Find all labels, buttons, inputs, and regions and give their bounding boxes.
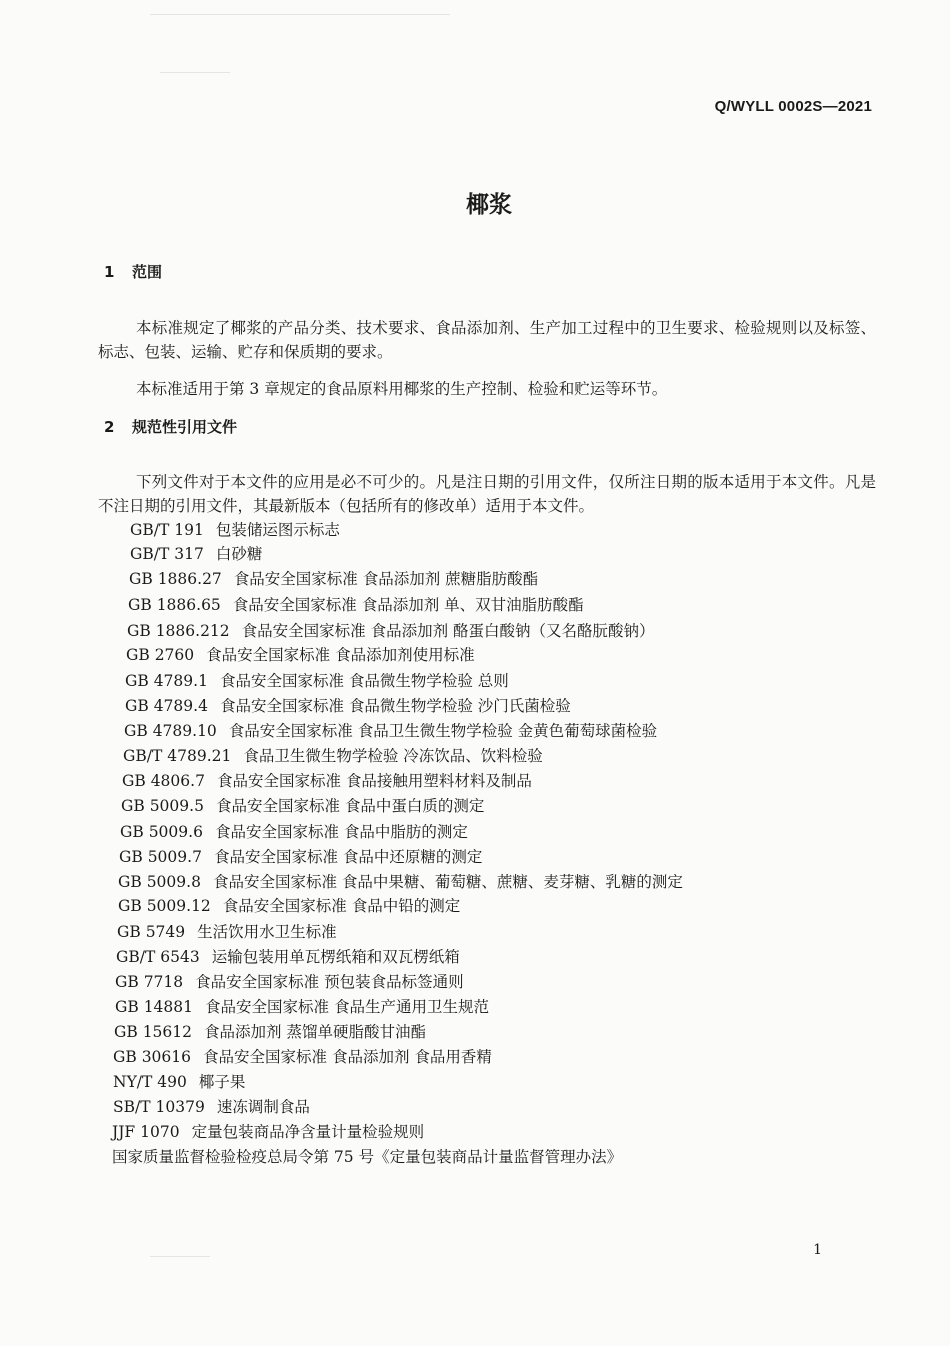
reference-code: JJF 1070 <box>112 1123 180 1141</box>
reference-item <box>125 671 509 691</box>
reference-code: GB 5009.8 <box>118 873 201 891</box>
references-intro-paragraph: 下列文件对于本文件的应用是必不可少的。凡是注日期的引用文件，仅所注日期的版本适用于本文件。凡是不注日期的引用文件，其最新版本（包括所有的修改单）适用于本文件。 <box>98 473 876 515</box>
document-title: 椰浆 <box>466 192 512 218</box>
scan-artifact <box>160 72 230 73</box>
reference-code: GB 15612 <box>114 1023 193 1041</box>
section-title: 规范性引用文件 <box>132 418 238 436</box>
reference-code: NY/T 490 <box>113 1073 187 1091</box>
reference-title: 包装储运图示标志 <box>215 521 340 539</box>
reference-code: GB/T 4789.21 <box>123 747 232 765</box>
reference-code: GB 5749 <box>117 923 186 941</box>
scope-paragraph-2: 本标准适用于第 3 章规定的食品原料用椰浆的生产控制、检验和贮运等环节。 <box>136 380 668 398</box>
reference-code: GB 5009.12 <box>118 897 211 915</box>
reference-title: 食品安全国家标准 食品中果糖、葡萄糖、蔗糖、麦芽糖、乳糖的测定 <box>212 873 683 891</box>
reference-title: 食品安全国家标准 食品添加剂 酪蛋白酸钠（又名酪朊酸钠） <box>241 622 655 640</box>
reference-item <box>120 822 468 842</box>
reference-item <box>119 847 482 867</box>
reference-code: GB/T 317 <box>130 545 204 563</box>
reference-title: 食品添加剂 蒸馏单硬脂酸甘油酯 <box>204 1023 426 1041</box>
reference-title: 食品安全国家标准 食品中脂肪的测定 <box>214 823 468 841</box>
reference-title: 食品安全国家标准 食品微生物学检验 总则 <box>219 672 509 690</box>
reference-item <box>121 796 484 816</box>
reference-code: GB 1886.212 <box>127 622 230 640</box>
reference-item <box>115 997 489 1017</box>
reference-item <box>113 1072 245 1092</box>
reference-title: 食品安全国家标准 食品中铅的测定 <box>222 897 461 915</box>
section-1-heading <box>104 261 162 282</box>
reference-item <box>112 1122 424 1142</box>
reference-title: 食品安全国家标准 食品中蛋白质的测定 <box>215 797 485 815</box>
section-number: 1 <box>104 263 115 281</box>
reference-title: 速冻调制食品 <box>216 1098 310 1116</box>
reference-code: GB 4789.1 <box>125 672 208 690</box>
reference-title: 定量包装商品净含量计量检验规则 <box>191 1123 425 1141</box>
reference-title: 运输包装用单瓦楞纸箱和双瓦楞纸箱 <box>211 948 460 966</box>
reference-item <box>113 1097 310 1117</box>
reference-code: GB 14881 <box>115 998 194 1016</box>
reference-code: GB 7718 <box>115 973 184 991</box>
reference-title: 食品安全国家标准 食品接触用塑料材料及制品 <box>216 772 532 790</box>
reference-item <box>113 1047 492 1067</box>
reference-title: 食品安全国家标准 食品生产通用卫生规范 <box>205 998 489 1016</box>
reference-item <box>116 947 460 967</box>
reference-code: GB 5009.7 <box>119 848 202 866</box>
reference-code: GB 30616 <box>113 1048 192 1066</box>
reference-code: GB 1886.65 <box>128 596 221 614</box>
reference-code: GB 4789.10 <box>124 722 217 740</box>
reference-item <box>126 645 475 665</box>
reference-code: GB/T 191 <box>130 521 204 539</box>
section-title: 范围 <box>132 263 163 281</box>
scan-artifact <box>150 1256 210 1257</box>
reference-code: GB/T 6543 <box>116 948 200 966</box>
reference-item <box>122 771 532 791</box>
reference-item <box>124 721 657 741</box>
reference-item <box>125 696 571 716</box>
reference-title: 食品卫生微生物学检验 冷冻饮品、饮料检验 <box>243 747 543 765</box>
reference-item <box>117 922 337 942</box>
scope-paragraph-1: 本标准规定了椰浆的产品分类、技术要求、食品添加剂、生产加工过程中的卫生要求、检验规则以及标签、标志、包装、运输、贮存和保质期的要求。 <box>98 319 876 361</box>
reference-title: 白砂糖 <box>215 545 263 563</box>
reference-item <box>128 595 584 615</box>
reference-item <box>115 972 464 992</box>
reference-title: 食品安全国家标准 预包装食品标签通则 <box>195 973 464 991</box>
section-2-heading <box>104 416 237 437</box>
reference-title: 食品安全国家标准 食品卫生微生物学检验 金黄色葡萄球菌检验 <box>228 722 658 740</box>
reference-code: 国家质量监督检验检疫总局令第 75 号 <box>112 1148 375 1166</box>
reference-title: 食品安全国家标准 食品微生物学检验 沙门氏菌检验 <box>219 697 571 715</box>
reference-item <box>127 621 655 641</box>
reference-title: 食品安全国家标准 食品中还原糖的测定 <box>213 848 483 866</box>
scan-artifact <box>150 14 450 15</box>
page-number: 1 <box>813 1242 822 1258</box>
reference-item <box>130 520 340 540</box>
reference-title: 椰子果 <box>198 1073 246 1091</box>
reference-title: 《定量包装商品计量监督管理办法》 <box>374 1148 623 1166</box>
reference-code: SB/T 10379 <box>113 1098 205 1116</box>
reference-code: GB 2760 <box>126 646 195 664</box>
reference-item <box>129 569 538 589</box>
reference-title: 食品安全国家标准 食品添加剂 蔗糖脂肪酸酯 <box>233 570 539 588</box>
reference-code: GB 5009.5 <box>121 797 204 815</box>
reference-item <box>118 896 460 916</box>
reference-item <box>118 872 683 892</box>
reference-item <box>114 1022 426 1042</box>
section-number: 2 <box>104 418 115 436</box>
reference-title: 食品安全国家标准 食品添加剂 食品用香精 <box>203 1048 492 1066</box>
standard-code: Q/WYLL 0002S—2021 <box>714 98 872 115</box>
reference-code: GB 4806.7 <box>122 772 205 790</box>
reference-title: 食品安全国家标准 食品添加剂 单、双甘油脂肪酸酯 <box>232 596 584 614</box>
reference-title: 食品安全国家标准 食品添加剂使用标准 <box>206 646 475 664</box>
reference-item <box>112 1147 622 1167</box>
reference-code: GB 4789.4 <box>125 697 208 715</box>
reference-item <box>123 746 543 766</box>
reference-code: GB 1886.27 <box>129 570 222 588</box>
reference-item <box>130 544 262 564</box>
reference-title: 生活饮用水卫生标准 <box>197 923 337 941</box>
reference-code: GB 5009.6 <box>120 823 203 841</box>
